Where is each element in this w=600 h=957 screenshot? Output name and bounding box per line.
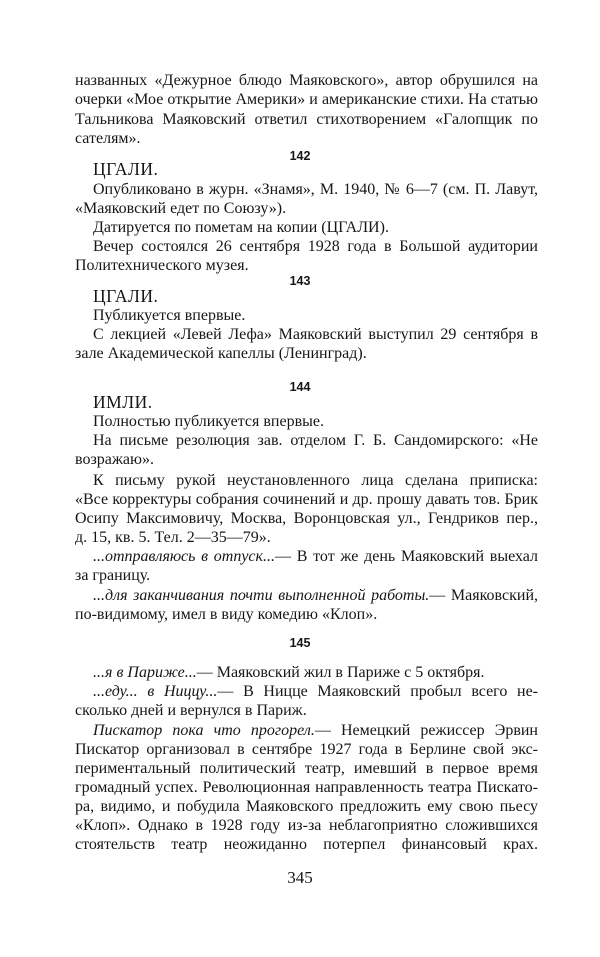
text-line bbox=[93, 547, 538, 566]
note-number: 144 bbox=[289, 380, 311, 394]
text-line: очерки «Мое открытие Америки» и американские стихи. На статью bbox=[75, 91, 538, 108]
text-line: Полностью публикуется впервые. bbox=[93, 413, 324, 430]
commentary: — Немецкий режиссер Эрвин bbox=[314, 722, 538, 739]
quoted-phrase: ...я в Париже... bbox=[93, 664, 197, 681]
text-line: Осипу Максимовичу, Москва, Воронцовская ул., Гендриков пер., bbox=[75, 510, 538, 527]
text-line: С лекцией «Левей Лефа» Маяковский выступил 29 сентября в bbox=[93, 326, 538, 343]
text-line: К письму рукой неустановленного лица сделана приписка: bbox=[93, 472, 538, 489]
archive-source: ЦГАЛИ. bbox=[93, 159, 159, 179]
text-line: Политехнического музея. bbox=[75, 257, 249, 274]
text-line: Пискатор организовал в сентябре 1927 года в Берлине свой экс- bbox=[75, 741, 538, 758]
text-line: за границу. bbox=[75, 567, 151, 584]
commentary: — В тот же день Маяковский выехал bbox=[275, 548, 538, 565]
text-line bbox=[93, 682, 538, 701]
text-line bbox=[93, 721, 538, 740]
text-line: «Клоп». Однако в 1928 году из-за неблагоприятно сложившихся bbox=[75, 817, 538, 834]
note-number: 142 bbox=[289, 149, 311, 163]
text-line: по-видимому, имел в виду комедию «Клоп». bbox=[75, 606, 378, 623]
text-line: громадный успех. Революционная направленность театра Пискато- bbox=[75, 779, 538, 796]
text-line: Тальникова Маяковский ответил стихотворением «Галопщик по bbox=[75, 111, 538, 128]
quoted-phrase: ...отправляюсь в отпуск... bbox=[93, 548, 276, 565]
text-line: На письме резолюция зав. отделом Г. Б. Сандомирского: «Не bbox=[93, 432, 538, 449]
text-line: периментальный политический театр, имевший в первое время bbox=[75, 760, 538, 777]
text-line: «Все корректуры собрания сочинений и др. прошу давать тов. Брик bbox=[75, 491, 538, 508]
text-line: Опубликовано в журн. «Знамя», М. 1940, № 6—7 (см. П. Лавут, bbox=[93, 181, 538, 198]
commentary: — Маяковский, bbox=[429, 587, 538, 604]
text-line: «Маяковский едет по Союзу»). bbox=[75, 200, 287, 217]
note-number: 145 bbox=[289, 636, 311, 650]
text-line: сателям». bbox=[75, 130, 141, 147]
quoted-phrase: Пискатор пока что прогорел. bbox=[93, 722, 315, 739]
text-line: Публикуется впервые. bbox=[93, 307, 246, 324]
commentary: — В Ницце Маяковский пробыл всего не- bbox=[217, 683, 538, 700]
text-line: сколько дней и вернулся в Париж. bbox=[75, 702, 307, 719]
text-line: д. 15, кв. 5. Тел. 2—35—79». bbox=[75, 529, 271, 546]
note-number: 143 bbox=[289, 274, 311, 288]
archive-source: ИМЛИ. bbox=[93, 392, 153, 412]
text-line: стоятельств театр неожиданно потерпел финансовый крах. bbox=[75, 836, 538, 853]
page-number: 345 bbox=[287, 868, 313, 887]
text-line: названных «Дежурное блюдо Маяковского», автор обрушился на bbox=[75, 72, 538, 89]
quoted-phrase: ...еду... в Ниццу... bbox=[93, 683, 218, 700]
text-line: зале Академической капеллы (Ленинград). bbox=[75, 345, 367, 362]
text-line: возражаю». bbox=[75, 451, 154, 468]
text-line bbox=[93, 663, 538, 682]
quoted-phrase: ...для заканчивания почти выполненной работы. bbox=[93, 587, 430, 604]
text-line: ра, видимо, и побудила Маяковского предложить ему свою пьесу bbox=[75, 798, 538, 815]
text-line: Вечер состоялся 26 сентября 1928 года в Большой аудитории bbox=[93, 238, 538, 255]
commentary: — Маяковский жил в Париже с 5 октября. bbox=[196, 664, 485, 681]
text-line: Датируется по пометам на копии (ЦГАЛИ). bbox=[93, 219, 389, 236]
archive-source: ЦГАЛИ. bbox=[93, 286, 159, 306]
text-line bbox=[93, 586, 538, 605]
